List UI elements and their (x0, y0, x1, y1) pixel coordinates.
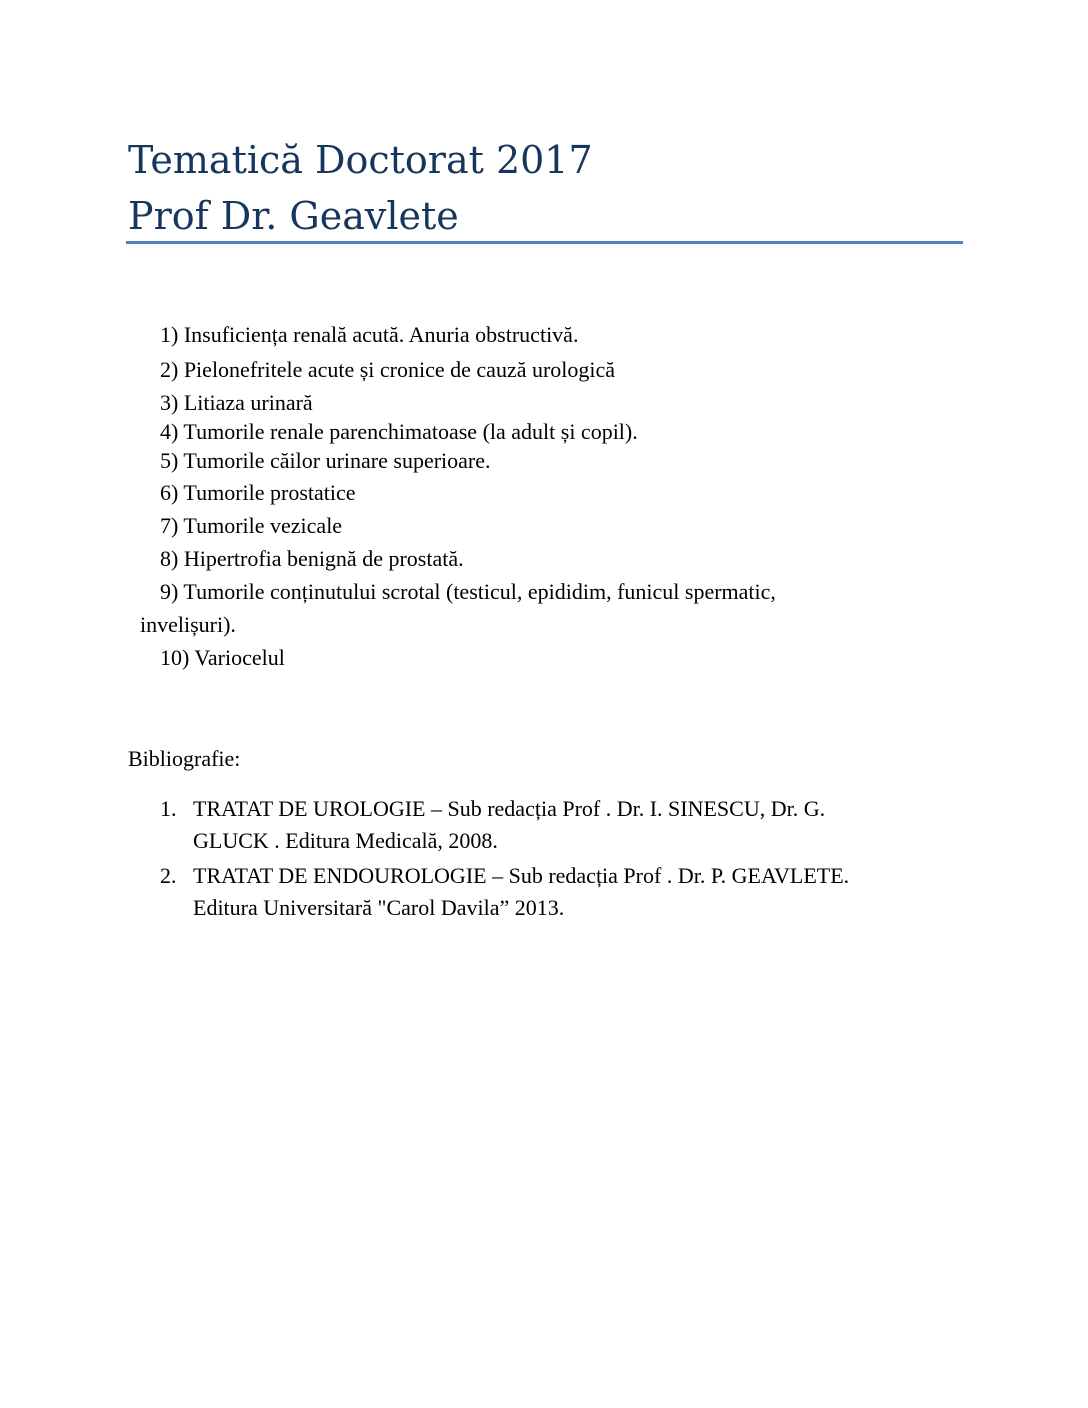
document-subtitle: Prof Dr. Geavlete (128, 194, 459, 238)
topic-item: 5) Tumorile căilor urinare superioare. (160, 448, 491, 473)
topic-item: 2) Pielonefritele acute și cronice de cauză urologică (160, 357, 616, 382)
topic-item: 10) Variocelul (160, 645, 285, 670)
topic-item: 7) Tumorile vezicale (160, 513, 343, 538)
bibliography-number: 2. (160, 863, 177, 888)
bibliography-text: TRATAT DE ENDOUROLOGIE – Sub redacția Prof . Dr. P. GEAVLETE. (193, 863, 850, 888)
topic-item: 6) Tumorile prostatice (160, 480, 356, 505)
bibliography-number: 1. (160, 796, 177, 821)
topic-item-continuation: invelișuri). (140, 612, 236, 637)
topic-item: 9) Tumorile conținutului scrotal (testicul, epididim, funicul spermatic, (160, 579, 776, 604)
document-title: Tematică Doctorat 2017 (128, 138, 593, 182)
topic-item: 3) Litiaza urinară (160, 390, 313, 415)
bibliography-text: GLUCK . Editura Medicală, 2008. (193, 828, 498, 853)
bibliography-heading: Bibliografie: (128, 746, 241, 771)
topic-item: 4) Tumorile renale parenchimatoase (la adult și copil). (160, 419, 638, 444)
bibliography-text: Editura Universitară "Carol Davila” 2013. (193, 895, 565, 920)
title-block (128, 132, 963, 244)
title-underline (126, 241, 963, 244)
bibliography-text: TRATAT DE UROLOGIE – Sub redacția Prof . Dr. I. SINESCU, Dr. G. (193, 796, 826, 821)
topic-item: 8) Hipertrofia benignă de prostată. (160, 546, 464, 571)
topic-item: 1) Insuficiența renală acută. Anuria obstructivă. (160, 322, 579, 347)
